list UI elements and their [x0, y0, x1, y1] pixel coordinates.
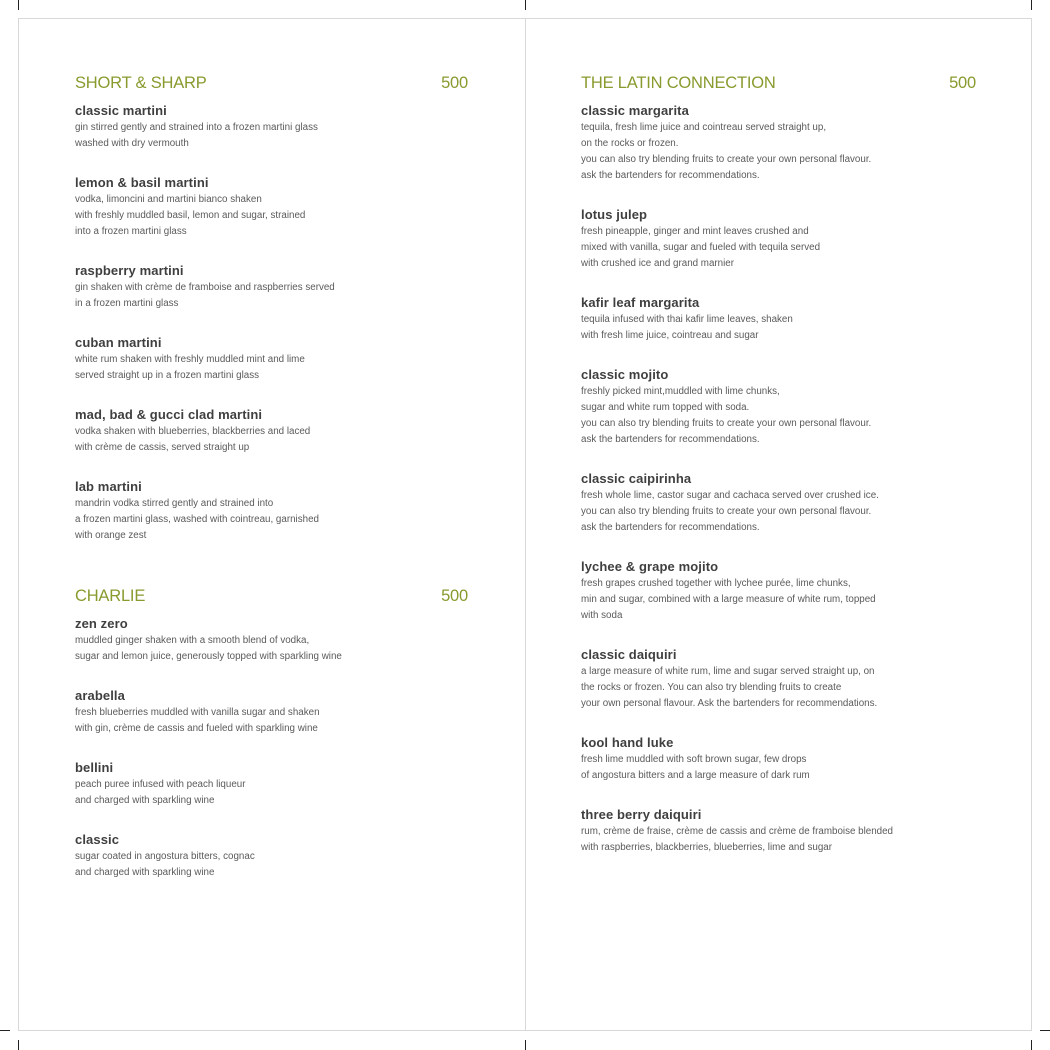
- description-line: with crushed ice and grand marnier: [581, 258, 735, 269]
- item-description: [581, 120, 976, 184]
- description-line: tequila infused with thai kafir lime leaves, shaken: [581, 314, 793, 325]
- crop-mark: [525, 1040, 526, 1050]
- section-price: 500: [441, 587, 468, 605]
- description-line: mixed with vanilla, sugar and fueled with tequila served: [581, 242, 821, 253]
- description-line: min and sugar, combined with a large measure of white rum, topped: [581, 594, 876, 605]
- item-name: kafir leaf margarita: [581, 295, 700, 310]
- description-line: washed with dry vermouth: [75, 138, 189, 149]
- item-name: cuban martini: [75, 335, 162, 350]
- crop-mark: [18, 0, 19, 10]
- description-line: the rocks or frozen. You can also try blending fruits to create: [581, 682, 842, 693]
- description-line: vodka, limoncini and martini bianco shaken: [75, 194, 262, 205]
- section-title: SHORT & SHARP: [75, 74, 207, 92]
- description-line: with orange zest: [75, 530, 147, 541]
- description-line: with fresh lime juice, cointreau and sugar: [581, 330, 759, 341]
- description-line: with crème de cassis, served straight up: [75, 442, 250, 453]
- item-name: classic: [75, 832, 120, 847]
- item-name: mad, bad & gucci clad martini: [75, 407, 263, 422]
- left-menu-column: [75, 74, 468, 903]
- item-description: [581, 752, 976, 784]
- item-name: classic martini: [75, 103, 167, 118]
- description-line: muddled ginger shaken with a smooth blend of vodka,: [75, 635, 310, 646]
- menu-item: [581, 558, 976, 624]
- description-line: with soda: [581, 610, 623, 621]
- description-line: fresh grapes crushed together with lychee purée, lime chunks,: [581, 578, 851, 589]
- item-description: [75, 280, 468, 312]
- item-name: lemon & basil martini: [75, 175, 209, 190]
- description-line: sugar coated in angostura bitters, cognac: [75, 851, 255, 862]
- section-title: THE LATIN CONNECTION: [581, 74, 776, 92]
- item-description: [581, 824, 976, 856]
- description-line: peach puree infused with peach liqueur: [75, 779, 246, 790]
- description-line: your own personal flavour. Ask the bartenders for recommendations.: [581, 698, 878, 709]
- item-description: [75, 120, 468, 152]
- description-line: ask the bartenders for recommendations.: [581, 522, 760, 533]
- crop-mark: [1031, 1040, 1032, 1050]
- section-title: CHARLIE: [75, 587, 146, 605]
- crop-mark: [1031, 0, 1032, 10]
- menu-item: [581, 102, 976, 184]
- item-description: [75, 496, 468, 544]
- menu-item: [75, 831, 468, 881]
- item-description: [75, 352, 468, 384]
- section-spacer: [75, 566, 468, 587]
- item-description: [75, 777, 468, 809]
- menu-item: [75, 615, 468, 665]
- item-name: classic daiquiri: [581, 647, 677, 662]
- description-line: ask the bartenders for recommendations.: [581, 170, 760, 181]
- description-line: mandrin vodka stirred gently and strained into: [75, 498, 274, 509]
- right-menu-column: [581, 74, 976, 878]
- item-name: lab martini: [75, 479, 142, 494]
- description-line: fresh whole lime, castor sugar and cachaca served over crushed ice.: [581, 490, 879, 501]
- description-line: rum, crème de fraise, crème de cassis and crème de framboise blended: [581, 826, 894, 837]
- item-description: [75, 849, 468, 881]
- item-name: three berry daiquiri: [581, 807, 702, 822]
- item-name: zen zero: [75, 616, 128, 631]
- menu-section-short-sharp: [75, 74, 468, 544]
- item-description: [75, 705, 468, 737]
- menu-item: [581, 294, 976, 344]
- description-line: with freshly muddled basil, lemon and sugar, strained: [75, 210, 306, 221]
- item-name: lychee & grape mojito: [581, 559, 719, 574]
- description-line: gin shaken with crème de framboise and raspberries served: [75, 282, 335, 293]
- menu-item: [581, 366, 976, 448]
- menu-item: [581, 734, 976, 784]
- item-description: [581, 224, 976, 272]
- description-line: freshly picked mint,muddled with lime chunks,: [581, 386, 780, 397]
- description-line: and charged with sparkling wine: [75, 795, 215, 806]
- description-line: tequila, fresh lime juice and cointreau served straight up,: [581, 122, 827, 133]
- item-description: [581, 488, 976, 536]
- menu-item: [75, 262, 468, 312]
- menu-section-the-latin-connection: [581, 74, 976, 856]
- menu-item: [581, 646, 976, 712]
- description-line: fresh pineapple, ginger and mint leaves crushed and: [581, 226, 809, 237]
- menu-item: [75, 334, 468, 384]
- menu-item: [75, 687, 468, 737]
- item-name: classic mojito: [581, 367, 669, 382]
- description-line: with raspberries, blackberries, blueberries, lime and sugar: [581, 842, 833, 853]
- item-name: arabella: [75, 688, 125, 703]
- section-price: 500: [949, 74, 976, 92]
- description-line: a large measure of white rum, lime and sugar served straight up, on: [581, 666, 875, 677]
- description-line: and charged with sparkling wine: [75, 867, 215, 878]
- item-description: [581, 384, 976, 448]
- description-line: vodka shaken with blueberries, blackberries and laced: [75, 426, 311, 437]
- menu-item: [75, 478, 468, 544]
- crop-mark: [525, 0, 526, 10]
- description-line: with gin, crème de cassis and fueled with sparkling wine: [75, 723, 318, 734]
- description-line: into a frozen martini glass: [75, 226, 187, 237]
- crop-mark: [0, 1030, 10, 1031]
- crop-mark: [18, 1040, 19, 1050]
- menu-item: [75, 759, 468, 809]
- item-description: [581, 312, 976, 344]
- description-line: you can also try blending fruits to create your own personal flavour.: [581, 506, 872, 517]
- description-line: fresh blueberries muddled with vanilla sugar and shaken: [75, 707, 320, 718]
- menu-item: [581, 806, 976, 856]
- item-name: raspberry martini: [75, 263, 184, 278]
- item-description: [75, 424, 468, 456]
- description-line: ask the bartenders for recommendations.: [581, 434, 760, 445]
- menu-item: [75, 102, 468, 152]
- menu-item: [75, 406, 468, 456]
- item-name: classic caipirinha: [581, 471, 692, 486]
- description-line: gin stirred gently and strained into a frozen martini glass: [75, 122, 318, 133]
- description-line: of angostura bitters and a large measure of dark rum: [581, 770, 810, 781]
- item-description: [581, 664, 976, 712]
- section-heading: [75, 587, 468, 611]
- menu-item: [581, 206, 976, 272]
- item-description: [75, 633, 468, 665]
- menu-item: [75, 174, 468, 240]
- description-line: fresh lime muddled with soft brown sugar, few drops: [581, 754, 807, 765]
- description-line: sugar and lemon juice, generously topped with sparkling wine: [75, 651, 342, 662]
- section-heading: [581, 74, 976, 98]
- item-name: lotus julep: [581, 207, 648, 222]
- description-line: on the rocks or frozen.: [581, 138, 679, 149]
- description-line: white rum shaken with freshly muddled mint and lime: [75, 354, 305, 365]
- description-line: a frozen martini glass, washed with cointreau, garnished: [75, 514, 319, 525]
- item-description: [75, 192, 468, 240]
- menu-section-charlie: [75, 587, 468, 881]
- menu-item: [581, 470, 976, 536]
- description-line: in a frozen martini glass: [75, 298, 179, 309]
- crop-mark: [1040, 1030, 1050, 1031]
- description-line: sugar and white rum topped with soda.: [581, 402, 750, 413]
- item-name: classic margarita: [581, 103, 689, 118]
- description-line: you can also try blending fruits to create your own personal flavour.: [581, 418, 872, 429]
- item-description: [581, 576, 976, 624]
- description-line: you can also try blending fruits to create your own personal flavour.: [581, 154, 872, 165]
- item-name: kool hand luke: [581, 735, 674, 750]
- item-name: bellini: [75, 760, 114, 775]
- section-price: 500: [441, 74, 468, 92]
- section-heading: [75, 74, 468, 98]
- description-line: served straight up in a frozen martini glass: [75, 370, 260, 381]
